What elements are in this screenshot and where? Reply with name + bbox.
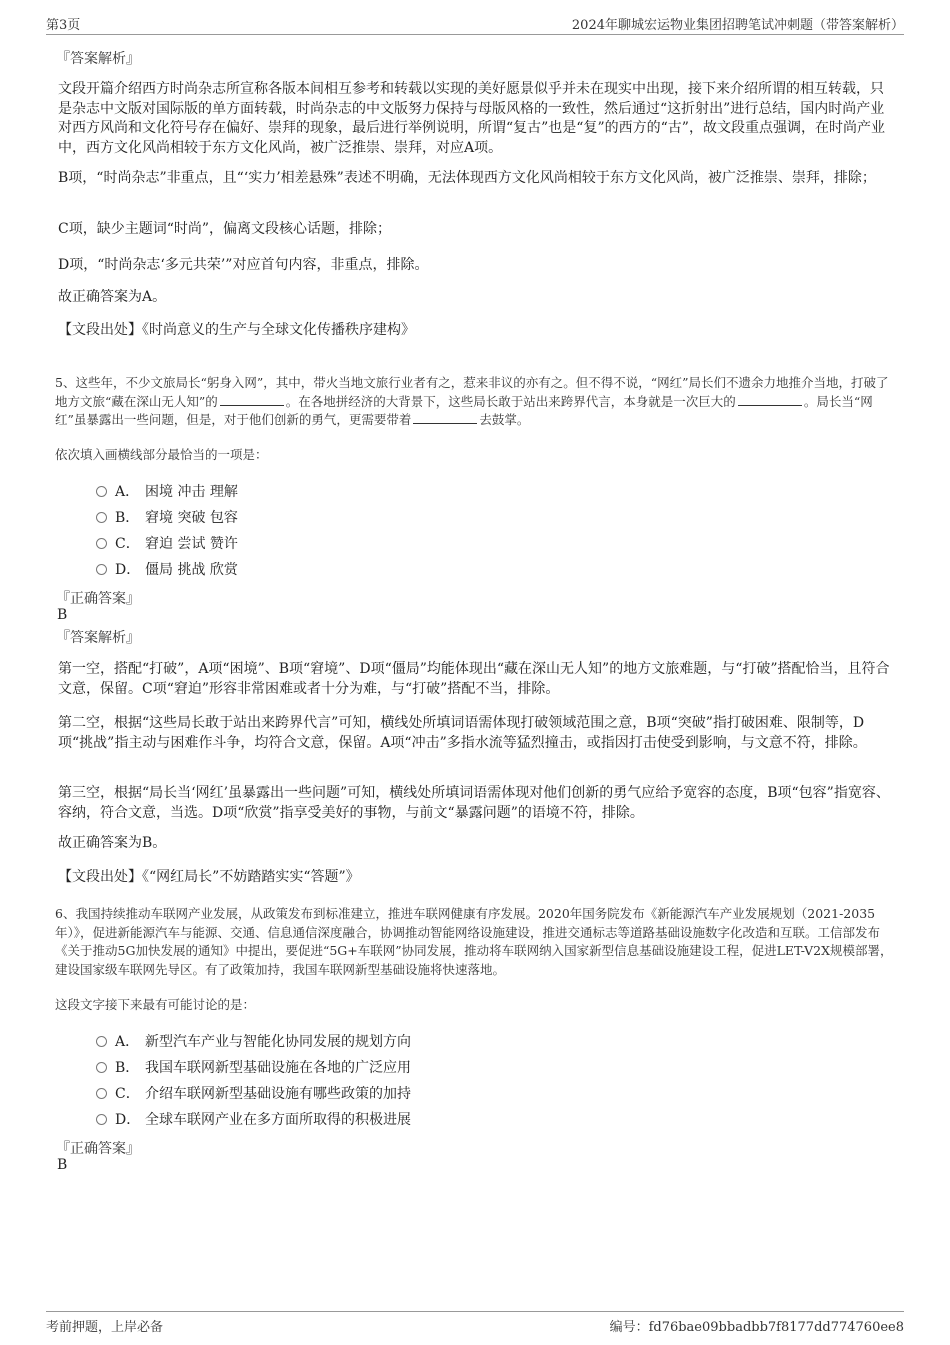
q5-stem-part-d: 去鼓掌。 [479, 412, 530, 427]
q4-analysis-label: 『答案解析』 [56, 51, 140, 67]
q5-blank-1 [220, 393, 284, 406]
q5-source: 【文段出处】《“网红局长”不妨踏踏实实“答题”》 [58, 869, 360, 885]
page-number: 第3页 [46, 18, 81, 33]
q4-analysis-p3: C项，缺少主题词“时尚”，偏离文段核心话题，排除； [58, 221, 392, 237]
q4-answer-statement: 故正确答案为A。 [58, 289, 167, 305]
q5-option-b[interactable]: B． 窘境 突破 包容 [96, 508, 238, 528]
radio-icon[interactable] [96, 1114, 107, 1125]
q4-source: 【文段出处】《时尚意义的生产与全球文化传播秩序建构》 [58, 322, 415, 338]
q4-analysis-p2: B项，“时尚杂志”非重点，且“‘实力’相差悬殊”表述不明确，无法体现西方文化风尚相较于东方文化风尚，被广泛推崇、崇拜，排除； [58, 170, 876, 186]
radio-icon[interactable] [96, 538, 107, 549]
q6-stem: 6、我国持续推动车联网产业发展，从政策发布到标准建立，推进车联网健康有序发展。2020年国务院发布《新能源汽车产业发展规划（2021-2035年）》，促进新能源汽车与能源、交通、信息通信深度融合，协调推动智能网络设施建设，推进交通标志等道路基础设施数字化改造和互联。工信部发布《关于推动5G加快发展的通知》中提出，要促进“5G+车联网”协同发展，推动将车联网纳入国家新型信息基础设施建设工程，促进LET-V2X规模部署，建设国家级车联网先导区。有了政策加持，我国车联网新型基础设施将快速落地。 [55, 906, 893, 977]
q5-analysis-p1: 第一空，搭配“打破”，A项“困境”、B项“窘境”、D项“僵局”均能体现出“藏在深山无人知”的地方文旅难题，与“打破”搭配恰当，且符合文意，保留。C项“窘迫”形容非常困难或者十分为难，与“打破”搭配不当，排除。 [58, 661, 890, 697]
q4-analysis-p1: 文段开篇介绍西方时尚杂志所宣称各版本间相互参考和转载以实现的美好愿景似乎并未在现实中出现，接下来介绍所谓的相互转载，只是杂志中文版对国际版的单方面转载，时尚杂志的中文版努力保持与母版风格的一致性，然后通过“这折射出”进行总结，国内时尚产业对西方风尚和文化符号存在偏好、崇拜的现象，最后进行举例说明，所谓“复古”也是“复”的西方的“古”，故文段重点强调，在时尚产业中，西方文化风尚相较于东方文化风尚，被广泛推崇、崇拜，对应A项。 [58, 81, 885, 156]
q5-option-d[interactable]: D． 僵局 挑战 欣赏 [96, 560, 238, 580]
q5-blank-2 [738, 393, 802, 406]
q5-stem-part-b: 。在各地拼经济的大背景下，这些局长敢于站出来跨界代言，本身就是一次巨大的 [285, 393, 736, 409]
q5-analysis-p3: 第三空，根据“局长当‘网红’虽暴露出一些问题”可知，横线处所填词语需体现对他们创新的勇气应给予宽容的态度，B项“包容”指宽容、容纳，符合文意，当选。D项“欣赏”指享受美好的事物，与前文“暴露问题”的语境不符，排除。 [58, 785, 890, 821]
q5-stem-part-a: 5、这些年，不少文旅局长“躬身入网”，其中，带火当地文旅行业者有之，惹来非议的亦有之。但不得不说，“网红”局长们不遗余力地推介当地，打破了地方文旅“藏在深山无人知”的 [55, 375, 889, 409]
q5-answer-value: B [57, 607, 68, 623]
q5-analysis-label: 『答案解析』 [56, 630, 140, 646]
page-header [46, 14, 904, 35]
q5-stem-part-c: 。局长当“网红”虽暴露出一些问题，但是，对于他们创新的勇气，更需要带着 [55, 393, 873, 427]
radio-icon[interactable] [96, 564, 107, 575]
document-title: 2024年聊城宏运物业集团招聘笔试冲刺题（带答案解析） [571, 18, 904, 33]
q5-analysis-p2: 第二空，根据“这些局长敢于站出来跨界代言”可知，横线处所填词语需体现打破领域范围之意，B项“突破”指打破困难、限制等，D项“挑战”指主动与困难作斗争，均符合文意，保留。A项“冲击”多指水流等猛烈撞击，或指因打击使受到影响，与文意不符，排除。 [58, 715, 867, 751]
q5-option-a[interactable]: A． 困境 冲击 理解 [96, 482, 238, 502]
q6-option-a[interactable]: A． 新型汽车产业与智能化协同发展的规划方向 [96, 1032, 411, 1052]
radio-icon[interactable] [96, 1036, 107, 1047]
q6-answer-label: 『正确答案』 [56, 1141, 140, 1157]
q5-blank-3 [413, 411, 477, 424]
radio-icon[interactable] [96, 486, 107, 497]
q5-prompt: 依次填入画横线部分最恰当的一项是： [55, 447, 268, 462]
q5-answer-label: 『正确答案』 [56, 591, 140, 607]
footer-document-id: 编号：fd76bae09bbadbb7f8177dd774760ee8 [609, 1320, 904, 1335]
q6-option-d[interactable]: D． 全球车联网产业在多方面所取得的积极进展 [96, 1110, 411, 1130]
radio-icon[interactable] [96, 1088, 107, 1099]
q6-option-c[interactable]: C． 介绍车联网新型基础设施有哪些政策的加持 [96, 1084, 411, 1104]
radio-icon[interactable] [96, 512, 107, 523]
page-footer [46, 1311, 904, 1336]
q5-stem [55, 374, 895, 430]
q5-answer-statement: 故正确答案为B。 [58, 835, 167, 851]
q6-prompt: 这段文字接下来最有可能讨论的是： [55, 997, 256, 1012]
footer-slogan: 考前押题，上岸必备 [46, 1320, 164, 1335]
radio-icon[interactable] [96, 1062, 107, 1073]
q6-answer-value: B [57, 1157, 68, 1173]
q6-option-b[interactable]: B． 我国车联网新型基础设施在各地的广泛应用 [96, 1058, 411, 1078]
q4-analysis-p4: D项，“时尚杂志‘多元共荣’”对应首句内容，非重点，排除。 [58, 257, 429, 273]
q5-option-c[interactable]: C． 窘迫 尝试 赞许 [96, 534, 238, 554]
